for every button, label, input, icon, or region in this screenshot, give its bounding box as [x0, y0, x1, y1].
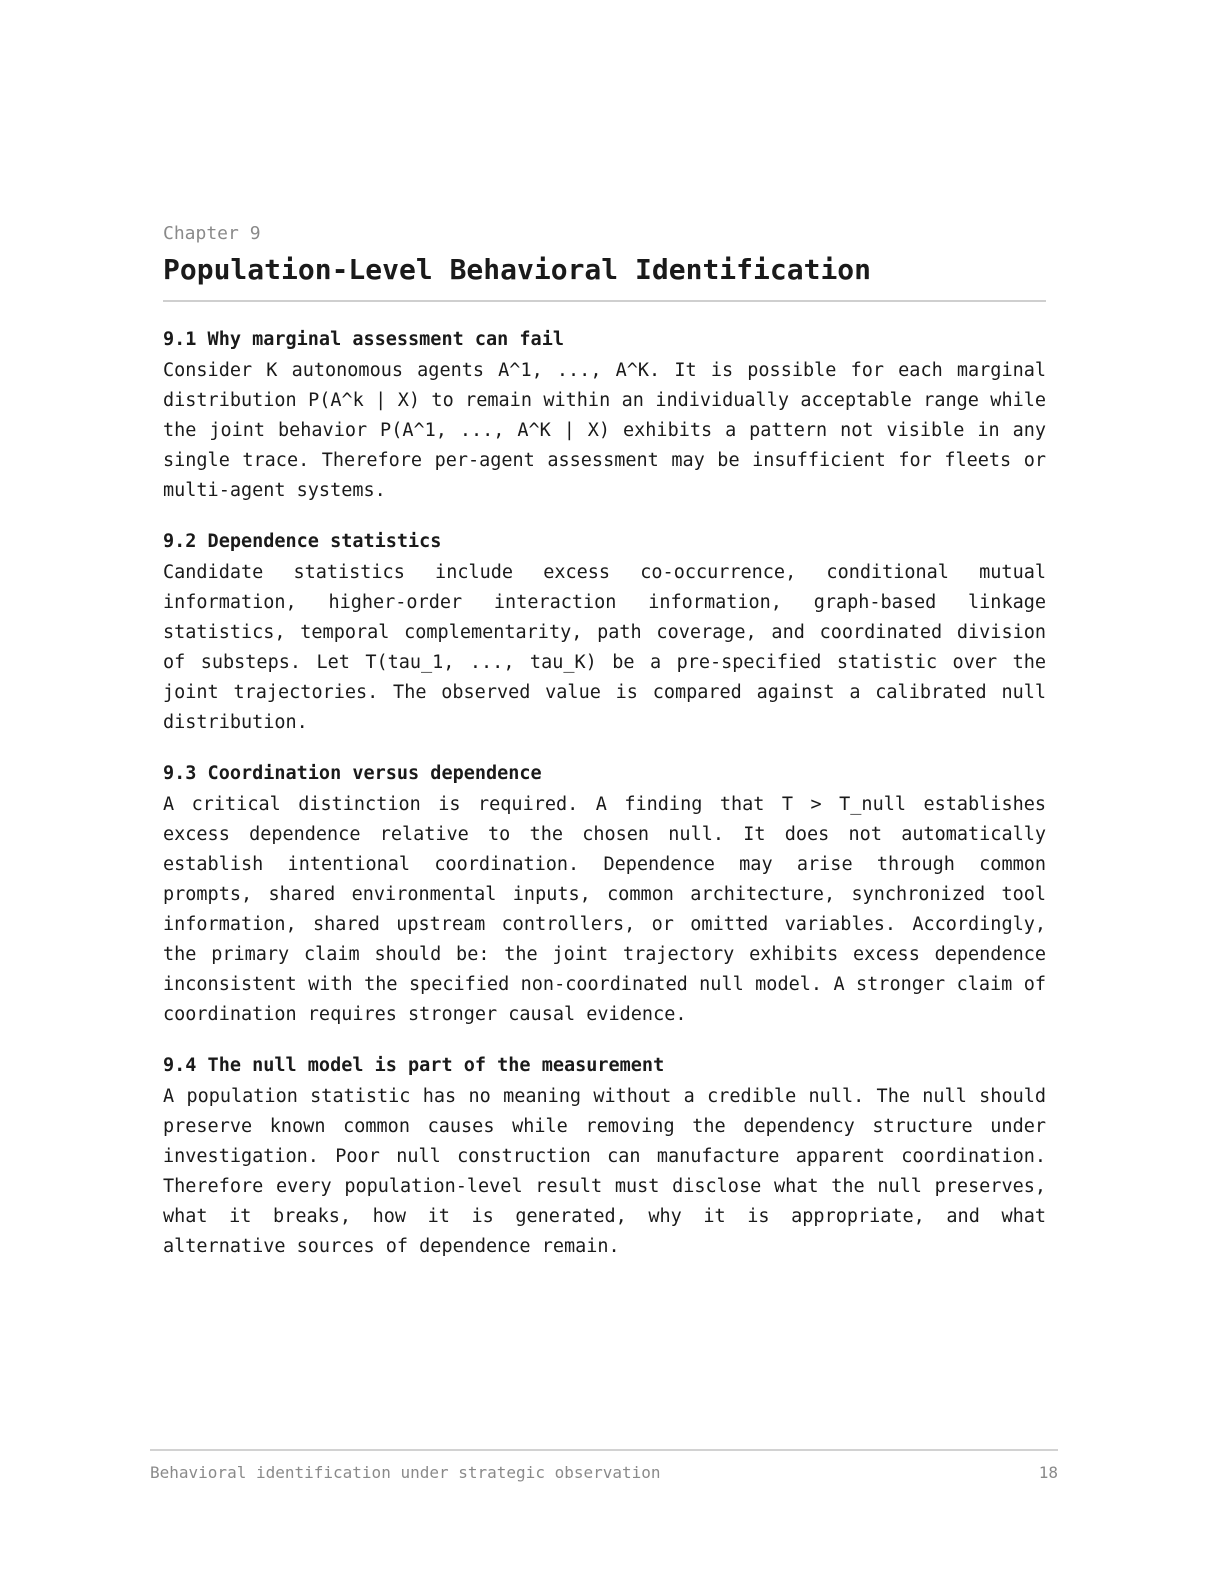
- section-body: Consider K autonomous agents A^1, ..., A^K. It is possible for each marginal distribution P(A^k | X) to remain within an individually acceptable range while the joint behavior P(A^1, ..., A^K | X) exhibits a pattern not visible in any single trace. Therefore per-agent assessment may be insufficient for fleets or multi-agent systems.: [163, 360, 1046, 501]
- page-content: [163, 222, 1046, 1262]
- page-footer: [150, 1462, 1058, 1484]
- chapter-title: Population-Level Behavioral Identification: [163, 250, 1046, 302]
- section-9-2: [163, 528, 1046, 738]
- chapter-label: Chapter 9: [163, 223, 261, 244]
- section-body: A critical distinction is required. A finding that T > T_null establishes excess dependence relative to the chosen null. It does not automatically establish intentional coordination. Dependence may arise through common prompts, shared environmental inputs, common architecture, synchronized tool information, shared upstream controllers, or omitted variables. Accordingly, the primary claim should be: the joint trajectory exhibits excess dependence inconsistent with the specified non-coordinated null model. A stronger claim of coordination requires stronger causal evidence.: [163, 794, 1046, 1025]
- section-heading: 9.1 Why marginal assessment can fail: [163, 329, 564, 350]
- section-9-4: [163, 1052, 1046, 1262]
- section-heading: 9.3 Coordination versus dependence: [163, 763, 542, 784]
- section-9-1: [163, 326, 1046, 506]
- section-9-3: [163, 760, 1046, 1030]
- section-heading: 9.4 The null model is part of the measurement: [163, 1055, 665, 1076]
- footer-divider: [150, 1449, 1058, 1451]
- section-heading: 9.2 Dependence statistics: [163, 531, 442, 552]
- running-title: Behavioral identification under strategic observation: [150, 1463, 661, 1482]
- section-body: Candidate statistics include excess co-occurrence, conditional mutual information, higher-order interaction information, graph-based linkage statistics, temporal complementarity, path coverage, and coordinated division of substeps. Let T(tau_1, ..., tau_K) be a pre-specified statistic over the joint trajectories. The observed value is compared against a calibrated null distribution.: [163, 562, 1046, 733]
- page-number: 18: [1038, 1463, 1058, 1482]
- section-body: A population statistic has no meaning without a credible null. The null should preserve known common causes while removing the dependency structure under investigation. Poor null construction can manufacture apparent coordination. Therefore every population-level result must disclose what the null preserves, what it breaks, how it is generated, why it is appropriate, and what alternative sources of dependence remain.: [163, 1086, 1046, 1257]
